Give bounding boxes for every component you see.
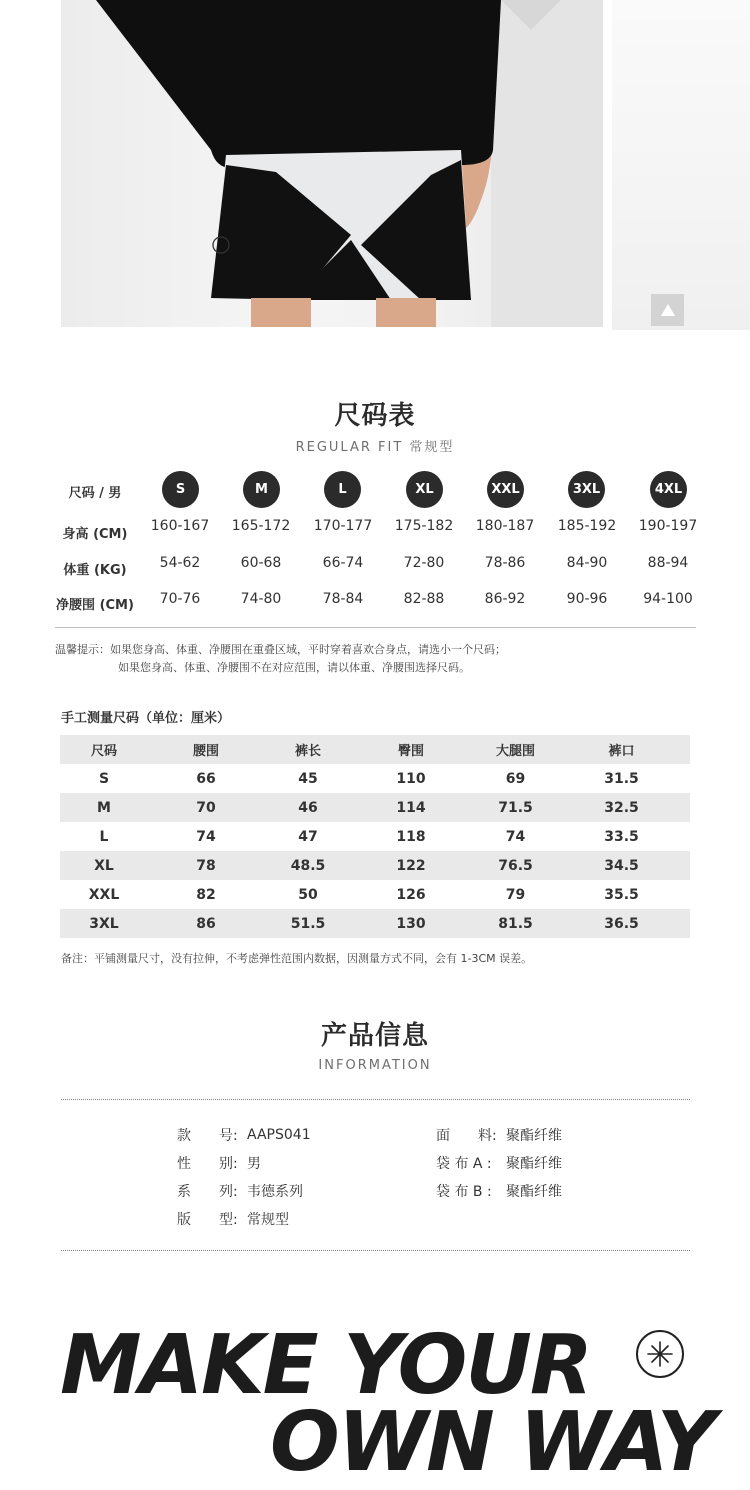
slogan-line-1: MAKE YOUR bbox=[60, 1318, 592, 1413]
info-key: 袋 布 A : bbox=[436, 1156, 492, 1172]
table-cell: XL bbox=[94, 857, 114, 874]
info-value: 男 bbox=[247, 1156, 261, 1172]
height-xxl: 180-187 bbox=[475, 518, 535, 534]
size-badge-4xl: 4XL bbox=[650, 471, 687, 508]
triangle-up-icon bbox=[661, 304, 675, 316]
wade-logo-icon bbox=[636, 1330, 684, 1378]
size-badge-s: S bbox=[162, 471, 199, 508]
table-cell: 31.5 bbox=[604, 770, 639, 787]
height-m: 165-172 bbox=[231, 518, 291, 534]
table-cell: 78 bbox=[196, 857, 216, 874]
table-row bbox=[60, 880, 690, 909]
table-cell: 35.5 bbox=[604, 886, 639, 903]
size-badge-xxl: XXL bbox=[487, 471, 524, 508]
info-value: AAPS041 bbox=[247, 1127, 311, 1143]
row-label-weight: 体重 (KG) bbox=[63, 563, 127, 578]
info-item-fabric bbox=[436, 1125, 562, 1145]
height-4xl: 190-197 bbox=[638, 518, 698, 534]
measurement-table bbox=[60, 735, 690, 938]
row-label-waist: 净腰围 (CM) bbox=[56, 598, 134, 613]
info-key: 系 列: bbox=[177, 1184, 238, 1200]
info-item-series bbox=[177, 1181, 303, 1201]
table-header-cell: 裤长 bbox=[294, 744, 321, 759]
table-cell: 86 bbox=[196, 915, 216, 932]
info-item-fit bbox=[177, 1209, 289, 1229]
table-cell: XXL bbox=[88, 886, 120, 903]
size-badge-3xl: 3XL bbox=[568, 471, 605, 508]
height-3xl: 185-192 bbox=[557, 518, 617, 534]
waist-l: 78-84 bbox=[322, 591, 364, 607]
size-chart-title: 尺码表 bbox=[334, 401, 416, 431]
height-l: 170-177 bbox=[313, 518, 373, 534]
table-cell: 82 bbox=[196, 886, 216, 903]
table-cell: 74 bbox=[196, 828, 216, 845]
weight-3xl: 84-90 bbox=[566, 555, 608, 571]
waist-xl: 82-88 bbox=[403, 591, 445, 607]
size-tip-line-2: 如果您身高、体重、净腰围不在对应范围，请以体重、净腰围选择尺码。 bbox=[118, 661, 470, 674]
weight-4xl: 88-94 bbox=[647, 555, 689, 571]
product-info-title: 产品信息 bbox=[320, 1021, 429, 1051]
table-cell: 50 bbox=[298, 886, 318, 903]
info-value: 聚酯纤维 bbox=[506, 1128, 562, 1144]
info-key: 袋 布 B : bbox=[436, 1184, 492, 1200]
model-shorts-illustration bbox=[61, 0, 603, 327]
info-key: 性 别: bbox=[177, 1156, 238, 1172]
table-cell: 66 bbox=[196, 770, 216, 787]
weight-l: 66-74 bbox=[322, 555, 364, 571]
info-key: 版 型: bbox=[177, 1212, 238, 1228]
table-header-cell: 臀围 bbox=[397, 744, 424, 759]
table-cell: 130 bbox=[396, 915, 426, 932]
table-cell: 76.5 bbox=[498, 857, 533, 874]
info-bottom-divider bbox=[61, 1250, 690, 1251]
waist-xxl: 86-92 bbox=[484, 591, 526, 607]
height-xl: 175-182 bbox=[394, 518, 454, 534]
table-cell: 126 bbox=[396, 886, 426, 903]
size-badge-l: L bbox=[324, 471, 361, 508]
table-cell: 32.5 bbox=[604, 799, 639, 816]
weight-xl: 72-80 bbox=[403, 555, 445, 571]
weight-m: 60-68 bbox=[240, 555, 282, 571]
table-cell: 122 bbox=[396, 857, 426, 874]
photo-side-panel bbox=[612, 0, 750, 330]
info-value: 韦德系列 bbox=[247, 1184, 303, 1200]
waist-4xl: 94-100 bbox=[643, 591, 693, 607]
table-cell: 48.5 bbox=[290, 857, 326, 874]
size-tip-line-1: 温馨提示：如果您身高、体重、净腰围在重叠区域，平时穿着喜欢合身点，请选小一个尺码； bbox=[55, 643, 506, 656]
table-cell: 69 bbox=[505, 770, 526, 787]
height-s: 160-167 bbox=[150, 518, 210, 534]
table-header-cell: 裤口 bbox=[608, 744, 635, 759]
waist-3xl: 90-96 bbox=[566, 591, 608, 607]
info-item-style-no bbox=[177, 1125, 311, 1145]
size-chart-subtitle: REGULAR FIT 常规型 bbox=[295, 440, 455, 455]
table-header-cell: 大腿围 bbox=[495, 744, 535, 759]
waist-s: 70-76 bbox=[159, 591, 201, 607]
table-cell: 3XL bbox=[89, 915, 119, 932]
table-cell: M bbox=[97, 799, 111, 816]
table-row bbox=[60, 822, 690, 851]
table-cell: 34.5 bbox=[604, 857, 639, 874]
table-header-cell: 尺码 bbox=[90, 744, 117, 759]
info-value: 常规型 bbox=[247, 1212, 289, 1228]
row-label-height: 身高 (CM) bbox=[62, 527, 128, 542]
table-cell: 33.5 bbox=[604, 828, 639, 845]
size-chart-divider bbox=[55, 627, 696, 628]
table-header-row bbox=[60, 735, 690, 764]
size-badge-m: M bbox=[243, 471, 280, 508]
product-info-subtitle: INFORMATION bbox=[318, 1058, 432, 1073]
table-row bbox=[60, 851, 690, 880]
table-cell: 74 bbox=[505, 828, 526, 845]
measurement-title: 手工测量尺码（单位：厘米） bbox=[61, 711, 231, 726]
info-value: 聚酯纤维 bbox=[506, 1184, 562, 1200]
info-top-divider bbox=[61, 1099, 690, 1100]
info-item-pocket-a bbox=[436, 1153, 562, 1173]
table-row bbox=[60, 764, 690, 793]
table-cell: 36.5 bbox=[604, 915, 639, 932]
table-cell: 45 bbox=[298, 770, 318, 787]
measurement-note: 备注：平铺测量尺寸，没有拉伸，不考虑弹性范围内数据，因测量方式不同，会有 1-3CM 误差。 bbox=[61, 952, 533, 965]
table-cell: 47 bbox=[298, 828, 318, 845]
table-cell: 71.5 bbox=[498, 799, 533, 816]
row-label-size: 尺码 / 男 bbox=[68, 486, 122, 501]
weight-xxl: 78-86 bbox=[484, 555, 526, 571]
info-item-pocket-b bbox=[436, 1181, 562, 1201]
scroll-top-button[interactable] bbox=[651, 294, 684, 326]
table-cell: L bbox=[99, 828, 109, 845]
table-header-cell: 腰围 bbox=[192, 744, 219, 759]
table-cell: 79 bbox=[505, 886, 526, 903]
table-cell: 118 bbox=[396, 828, 426, 845]
table-cell: 110 bbox=[396, 770, 426, 787]
info-key: 面 料: bbox=[436, 1128, 497, 1144]
info-item-gender bbox=[177, 1153, 261, 1173]
table-row bbox=[60, 909, 690, 938]
table-cell: S bbox=[98, 770, 110, 787]
info-key: 款 号: bbox=[177, 1128, 238, 1144]
table-cell: 114 bbox=[396, 799, 426, 816]
info-value: 聚酯纤维 bbox=[506, 1156, 562, 1172]
table-cell: 70 bbox=[196, 799, 216, 816]
waist-m: 74-80 bbox=[240, 591, 282, 607]
table-cell: 81.5 bbox=[498, 915, 533, 932]
slogan-line-2: OWN WAY bbox=[270, 1395, 715, 1490]
size-badge-xl: XL bbox=[406, 471, 443, 508]
product-photo bbox=[61, 0, 603, 327]
table-cell: 46 bbox=[298, 799, 318, 816]
table-row bbox=[60, 793, 690, 822]
table-cell: 51.5 bbox=[290, 915, 326, 932]
weight-s: 54-62 bbox=[159, 555, 201, 571]
